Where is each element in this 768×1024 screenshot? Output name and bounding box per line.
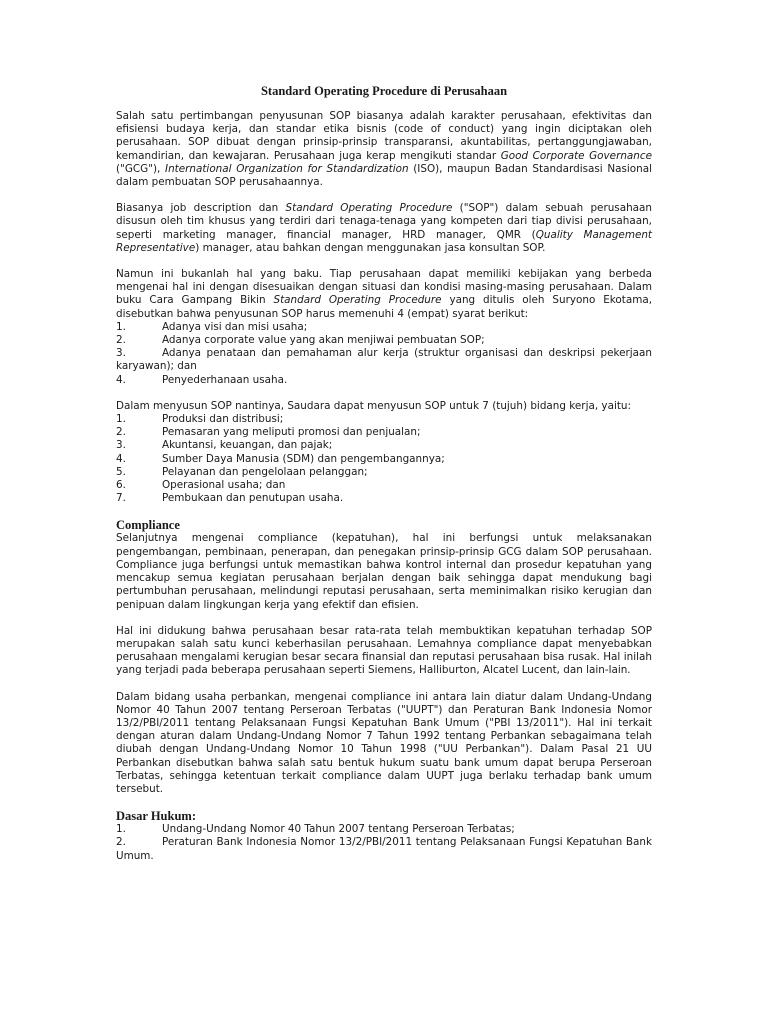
paragraph-text: Biasanya job description dan — [116, 202, 286, 215]
list-item — [116, 836, 652, 862]
list-number: 1. — [116, 413, 126, 426]
paragraph-text: ("GCG"), — [116, 162, 166, 175]
paragraph-compliance-support: Hal ini didukung bahwa perusahaan besar rata-rata telah membuktikan kepatuhan terhadap SOP merupakan salah satu kunci keberhasilan perusahaan. Lemahnya compliance dapat menyebabkan perusahaan mengalami kerugian besar secara finansial dan reputasi perusahaan bisa rusak. Hal inilah yang terjadi pada beberapa perusahaan seperti Siemens, Halliburton, Alcatel Lucent, dan lain-lain. — [116, 624, 652, 677]
list-item — [116, 426, 652, 439]
paragraph-banking: Dalam bidang usaha perbankan, mengenai compliance ini antara lain diatur dalam Undang-Undang Nomor 40 Tahun 2007 tentang Perseroan Terbatas ("UUPT") dan Peraturan Bank Indonesia Nomor 13/2/PBI/2011 tentang Pelaksanaan Fungsi Kepatuhan Bank Umum ("PBI 13/2011"). Hal ini terkait dengan aturan dalam Undang-Undang Nomor 7 Tahun 1992 tentang Perbankan sebagaimana telah diubah dengan Undang-Undang Nomor 10 Tahun 1998 ("UU Perbankan"). Dalam Pasal 21 UU Perbankan disebutkan bahwa salah satu bentuk hukum suatu bank umum dapat berupa Perseroan Terbatas, sehingga ketentuan terkait compliance dalam UUPT juga berlaku terhadap bank umum tersebut. — [116, 690, 652, 795]
list-item-text: Sumber Daya Manusia (SDM) dan pengembangannya; — [162, 452, 445, 465]
list-item-text: Undang-Undang Nomor 40 Tahun 2007 tentang Perseroan Terbatas; — [162, 823, 515, 836]
document-page — [116, 84, 652, 876]
section-heading-compliance: Compliance — [116, 518, 180, 533]
list-item-text: Penyederhanaan usaha. — [162, 373, 288, 386]
paragraph-compliance: Selanjutnya mengenai compliance (kepatuhan), hal ini berfungsi untuk melaksanakan pengembangan, pembinaan, penerapan, dan penegakan prinsip-prinsip GCG dalam SOP perusahaan. Compliance juga berfungsi untuk memastikan bahwa kontrol internal dan prosedur kepatuhan yang mencakup semua kegiatan perusahaan berjalan dengan baik sehingga dapat mendukung bagi pertumbuhan perusahaan, melindungi reputasi perusahaan, serta meminimalkan risiko kerugian dan penipuan dalam lingkungan kerja yang efektif dan efisien. — [116, 532, 652, 611]
paragraph-intro — [116, 110, 652, 189]
italic-term: Good Corporate Governance — [500, 149, 652, 162]
paragraph-text: ) manager, atau bahkan dengan menggunakan jasa konsultan SOP. — [195, 241, 546, 254]
list-item-text: Operasional usaha; dan — [162, 479, 286, 492]
list-item — [116, 823, 652, 836]
list-number: 7. — [116, 492, 126, 505]
list-item-text: Peraturan Bank Indonesia Nomor 13/2/PBI/2011 tentang Pelaksanaan Fungsi Kepatuhan Bank Umum. — [116, 836, 652, 862]
list-number: 1. — [116, 823, 126, 836]
list-item — [116, 334, 652, 347]
italic-term: Standard Operating Procedure — [273, 294, 442, 307]
list-item — [116, 439, 652, 452]
italic-term: International Organization for Standardization — [165, 162, 409, 175]
list-number: 1. — [116, 320, 126, 333]
legal-basis-list — [116, 823, 652, 863]
list-item — [116, 374, 652, 387]
list-number: 4. — [116, 373, 126, 386]
paragraph-job-description — [116, 202, 652, 255]
list-item — [116, 492, 652, 505]
paragraph-requirements-intro — [116, 268, 652, 321]
paragraph-text: Salah satu pertimbangan penyusunan SOP biasanya adalah karakter perusahaan, efektivitas dan efisiensi budaya kerja, dan standar etika bisnis (code of conduct) yang ingin diciptakan oleh perusahaan. SOP dibuat dengan prinsip-prinsip transparansi, akuntabilitas, pertanggungjawaban, kemandirian, dan kewajaran. Perusahaan juga kerap mengikuti standar — [116, 110, 652, 162]
work-areas-list — [116, 413, 652, 505]
paragraph-work-areas-intro: Dalam menyusun SOP nantinya, Saudara dapat menyusun SOP untuk 7 (tujuh) bidang kerja, yaitu: — [116, 399, 631, 412]
list-item — [116, 466, 652, 479]
paragraph-text: yang ditulis oleh Suryono Ekotama, disebutkan bahwa penyusunan SOP harus memenuhi 4 (empat) syarat berikut: — [116, 294, 652, 320]
list-item-text: Pembukaan dan penutupan usaha. — [162, 492, 344, 505]
list-item-text: Adanya visi dan misi usaha; — [162, 320, 308, 333]
list-number: 2. — [116, 836, 126, 849]
document-title: Standard Operating Procedure di Perusahaan — [260, 84, 508, 98]
list-item — [116, 479, 652, 492]
list-number: 4. — [116, 452, 126, 465]
list-item — [116, 453, 652, 466]
list-item — [116, 347, 652, 373]
list-item-text: Adanya penataan dan pemahaman alur kerja (struktur organisasi dan deskripsi pekerjaan karyawan); dan — [116, 347, 652, 373]
list-item-text: Pelayanan dan pengelolaan pelanggan; — [162, 465, 368, 478]
list-item-text: Adanya corporate value yang akan menjiwai pembuatan SOP; — [162, 334, 485, 347]
italic-term: Quality Management Representative — [116, 228, 652, 254]
paragraph-text: (ISO), maupun Badan Standardisasi Nasional dalam pembuatan SOP perusahaannya. — [116, 162, 652, 189]
list-item-text: Akuntansi, keuangan, dan pajak; — [162, 439, 333, 452]
paragraph-text: ("SOP") dalam sebuah perusahaan disusun oleh tim khusus yang terdiri dari tenaga-tenaga yang kompeten dari tiap divisi perusahaan, seperti marketing manager, financial manager, HRD manager, QMR ( — [116, 202, 652, 241]
list-number: 3. — [116, 347, 126, 360]
list-item — [116, 413, 652, 426]
list-item-text: Pemasaran yang meliputi promosi dan penjualan; — [162, 426, 421, 439]
requirements-list — [116, 321, 652, 387]
list-number: 6. — [116, 479, 126, 492]
list-number: 2. — [116, 426, 126, 439]
list-number: 5. — [116, 465, 126, 478]
list-item — [116, 321, 652, 334]
section-heading-legal-basis: Dasar Hukum: — [116, 809, 196, 824]
list-number: 2. — [116, 334, 126, 347]
list-number: 3. — [116, 439, 126, 452]
italic-term: Standard Operating Procedure — [285, 202, 453, 215]
paragraph-text: Namun ini bukanlah hal yang baku. Tiap perusahaan dapat memiliki kebijakan yang berbeda mengenai hal ini dengan disesuaikan dengan situasi dan kondisi masing-masing perusahaan. Dalam buku Cara Gampang Bikin — [116, 268, 652, 307]
list-item-text: Produksi dan distribusi; — [162, 413, 284, 426]
